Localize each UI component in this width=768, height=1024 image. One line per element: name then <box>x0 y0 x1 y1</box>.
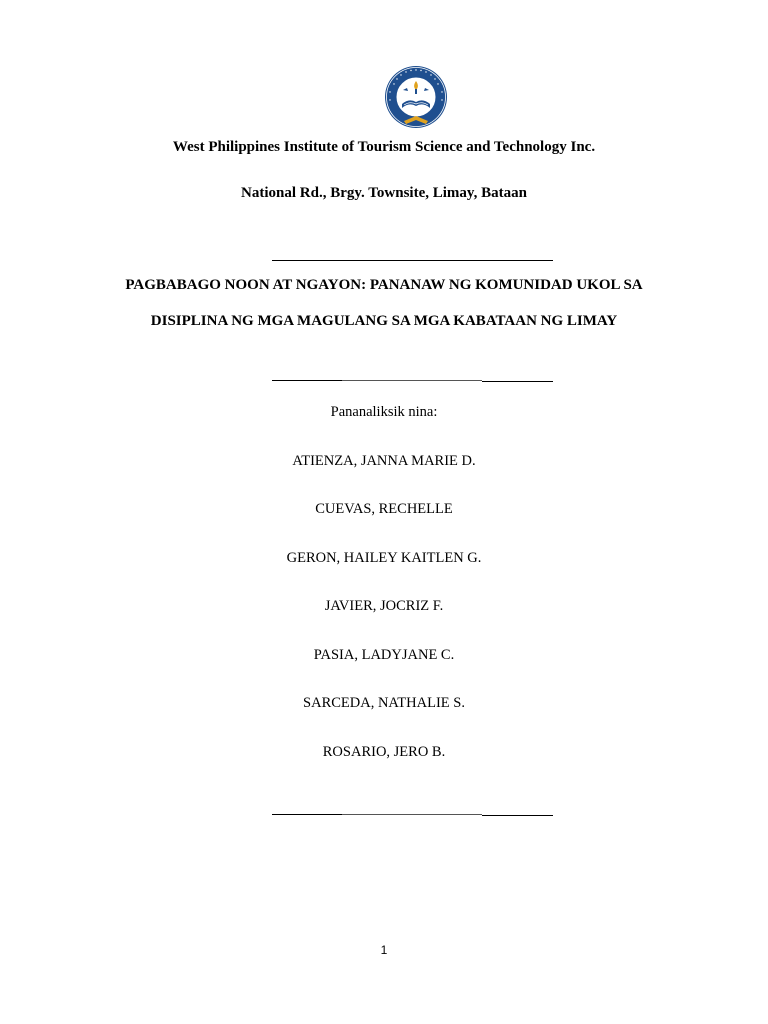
researcher-name: PASIA, LADYJANE C. <box>313 647 455 663</box>
institution-name: West Philippines Institute of Tourism Science and Technology Inc. <box>172 139 596 155</box>
researcher-name: ROSARIO, JERO B. <box>322 744 446 760</box>
institution-address: National Rd., Brgy. Townsite, Limay, Bataan <box>241 185 527 201</box>
page-number: 1 <box>380 943 388 957</box>
researcher-name: ATIENZA, JANNA MARIE D. <box>292 453 476 469</box>
researcher-name: SARCEDA, NATHALIE S. <box>303 695 465 711</box>
thesis-title-line-2: DISIPLINA NG MGA MAGULANG SA MGA KABATAAN NG LIMAY <box>150 313 618 329</box>
researcher-name: GERON, HAILEY KAITLEN G. <box>286 550 482 566</box>
thesis-title-line-1: PAGBABAGO NOON AT NGAYON: PANANAW NG KOMUNIDAD UKOL SA <box>125 277 643 293</box>
researcher-name: JAVIER, JOCRIZ F. <box>324 598 444 614</box>
researcher-name: CUEVAS, RECHELLE <box>315 501 453 517</box>
researchers-label: Pananaliksik nina: <box>330 404 438 420</box>
institution-seal-logo <box>380 64 452 130</box>
